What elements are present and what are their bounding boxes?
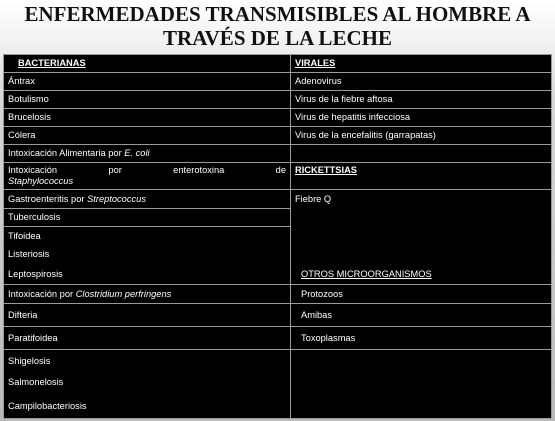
cell-viral: Virus de la fiebre aftosa <box>291 90 552 108</box>
cell-empty <box>291 371 552 394</box>
cell-other: Toxoplasmas <box>291 327 552 350</box>
cell-empty <box>291 244 552 264</box>
cell-text: Intoxicación por enterotoxina de <box>8 164 286 175</box>
cell-bacterial: Botulismo <box>4 90 291 108</box>
table-row <box>4 350 552 371</box>
table-row <box>4 208 552 226</box>
table-row <box>4 144 552 162</box>
cell-text: Intoxicación Alimentaria por <box>8 148 125 159</box>
header-otros: OTROS MICROORGANISMOS <box>291 264 552 284</box>
cell-viral: Adenovirus <box>291 72 552 90</box>
cell-bacterial: Campilobacteriosis <box>4 394 291 418</box>
cell-bacterial: Ántrax <box>4 72 291 90</box>
table-row <box>4 264 552 284</box>
cell-bacterial: Shigelosis <box>4 350 291 371</box>
table-row <box>4 162 552 189</box>
cell-bacterial <box>4 189 291 208</box>
cell-empty <box>291 350 552 371</box>
cell-bacterial: Brucelosis <box>4 108 291 126</box>
cell-viral: Fiebre Q <box>291 189 552 208</box>
cell-italic: Staphylococcus <box>8 175 74 186</box>
cell-bacterial: Cólera <box>4 126 291 144</box>
slide-title-line2: TRAVÉS DE LA LECHE <box>163 26 392 50</box>
table-header-row <box>4 55 552 73</box>
cell-italic: Clostridium perfringens <box>75 288 172 299</box>
table-row <box>4 108 552 126</box>
cell-italic: E. coli <box>124 148 150 159</box>
table-row <box>4 394 552 418</box>
table-row <box>4 284 552 303</box>
table-row <box>4 244 552 264</box>
table-row <box>4 126 552 144</box>
cell-viral: Virus de hepatitis infecciosa <box>291 108 552 126</box>
cell-other: Protozoos <box>291 284 552 303</box>
cell-bacterial: Tuberculosis <box>4 208 291 226</box>
cell-viral: Virus de la encefalitis (garrapatas) <box>291 126 552 144</box>
diseases-table-container <box>3 54 552 419</box>
cell-bacterial <box>4 162 291 189</box>
table-row <box>4 189 552 208</box>
slide-title <box>0 2 555 50</box>
slide-title-line1: ENFERMEDADES TRANSMISIBLES AL HOMBRE A <box>24 2 531 26</box>
cell-empty <box>291 144 552 162</box>
cell-bacterial: Difteria <box>4 303 291 326</box>
cell-empty <box>291 394 552 418</box>
header-virales: VIRALES <box>291 55 552 73</box>
table-row <box>4 72 552 90</box>
cell-bacterial <box>4 144 291 162</box>
table-row <box>4 327 552 350</box>
header-rickettsias: RICKETTSIAS <box>291 162 552 189</box>
cell-italic: Streptococcus <box>87 193 146 204</box>
cell-bacterial <box>4 284 291 303</box>
diseases-table <box>3 54 552 419</box>
cell-other: Amibas <box>291 303 552 326</box>
cell-bacterial: Tifoidea <box>4 226 291 244</box>
cell-bacterial: Paratifoidea <box>4 327 291 350</box>
cell-bacterial: Listeriosis <box>4 244 291 264</box>
cell-empty <box>291 226 552 244</box>
cell-empty <box>291 208 552 226</box>
cell-text: Intoxicación por <box>8 288 76 299</box>
cell-text: Gastroenteritis por <box>8 193 88 204</box>
table-row <box>4 303 552 326</box>
header-bacterianas: BACTERIANAS <box>4 55 291 73</box>
table-row <box>4 90 552 108</box>
cell-bacterial: Leptospirosis <box>4 264 291 284</box>
cell-bacterial: Salmonelosis <box>4 371 291 394</box>
table-row <box>4 226 552 244</box>
table-row <box>4 371 552 394</box>
